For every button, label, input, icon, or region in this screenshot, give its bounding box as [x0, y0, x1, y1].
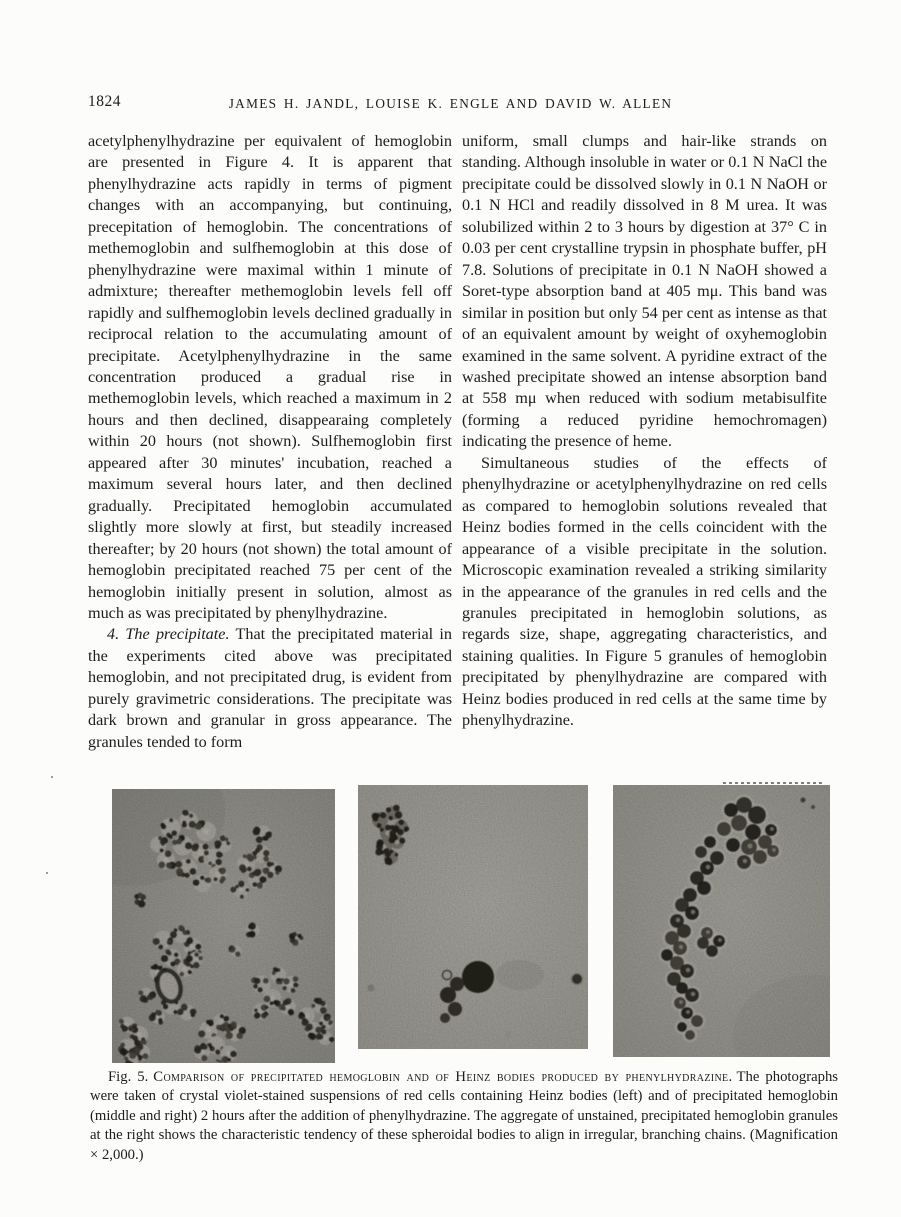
scan-speck [46, 872, 48, 874]
micrograph-left-heinz-bodies-in-red-cells [112, 789, 335, 1063]
paragraph: acetylphenylhydrazine per equivalent of hemoglobin are presented in Figure 4. It is apparent that phenylhydrazine acts rapidly in terms of pigment changes with an accompanying, but continuing, precepitation of hemoglobin. The concentrations of methemoglobin and sulfhemoglobin at this dose of phenylhydrazine were maximal within 1 minute of admixture; thereafter methemoglobin levels fell off rapidly and sulfhemoglobin levels declined gradually in reciprocal relation to the accumulating amount of precipitate. Acetylphenylhydrazine in the same concentration produced a gradual rise in methemoglobin levels, which reached a maximum in 2 hours and then declined, disappearaing completely within 20 hours (not shown). Sulfhemoglobin first appeared after 30 minutes' incubation, reached a maximum several hours later, and then declined gradually. Precipitated hemoglobin accumulated slightly more slowly at first, but steadily increased thereafter; by 20 hours (not shown) the total amount of hemoglobin precipitated reached 75 per cent of the hemoglobin initially present in solution, almost as much as was precipitated by phenylhydrazine. [88, 132, 452, 622]
micrograph-middle-precipitated-hemoglobin [358, 785, 588, 1049]
caption-body: The photographs were taken of crystal violet-stained suspensions of red cells containing Heinz bodies (left) and of precipitated hemoglobin (middle and right) 2 hours after the addition of phenylhydrazine. The aggregate of unstained, precipitated hemoglobin granules at the right shows the characteristic tendency of these spheroidal bodies to align in irregular, branching chains. (Magnification × 2,000.) [90, 1069, 839, 1163]
paragraph: uniform, small clumps and hair-like strands on standing. Although insoluble in water or 0.1 N NaCl the precipitate could be dissolved slowly in 0.1 N NaOH or 0.1 N HCl and readily dissolved in 8 M urea. It was solubilized within 2 to 3 hours by digestion at 37° C in 0.03 per cent crystalline trypsin in phosphate buffer, pH 7.8. Solutions of precipitate in 0.1 N NaOH showed a Soret-type absorption band at 405 mμ. This band was similar in position but only 54 per cent as intense as that of an equivalent amount by weight of oxyhemoglobin examined in the same solvent. A pyridine extract of the washed precipitate showed an intense absorption band at 558 mμ when reduced with sodium metabisulfite (forming a reduced pyridine hemochromagen) indicating the presence of heme. [462, 132, 827, 451]
right-column [462, 131, 827, 732]
scan-artifact-dashes [723, 782, 825, 784]
section-lead-italic: 4. The precipitate. [107, 625, 230, 644]
micrograph-right-hemoglobin-granule-chain [613, 785, 830, 1057]
running-head-authors: JAMES H. JANDL, LOUISE K. ENGLE AND DAVID W. ALLEN [228, 96, 673, 111]
caption-figure-label: Fig. 5. [108, 1069, 149, 1085]
paragraph-text: That the precipitated material in the experiments cited above was precipitated hemoglobin, and not precipitated drug, is evident from purely gravimetric considerations. The precipitate was dark brown and granular in gross appearance. The granules tended to form [88, 625, 452, 751]
left-column [88, 131, 452, 753]
page-number: 1824 [88, 93, 121, 110]
figure-caption [90, 1068, 838, 1165]
scan-speck [51, 776, 53, 778]
paragraph [88, 624, 452, 753]
caption-title: Comparison of precipitated hemoglobin and of Heinz bodies produced by phenylhydrazine. [153, 1069, 733, 1085]
paragraph: Simultaneous studies of the effects of phenylhydrazine or acetylphenylhydrazine on red cells as compared to hemoglobin solutions revealed that Heinz bodies formed in the cells coincident with the appearance of a visible precipitate in the solution. Microscopic examination revealed a striking similarity in the appearance of the granules in red cells and the granules precipitated in hemoglobin solutions, as regards size, shape, aggregating characteristics, and staining qualities. In Figure 5 granules of hemoglobin precipitated by phenylhydrazine are compared with Heinz bodies produced in red cells at the same time by phenylhydrazine. [462, 453, 827, 730]
